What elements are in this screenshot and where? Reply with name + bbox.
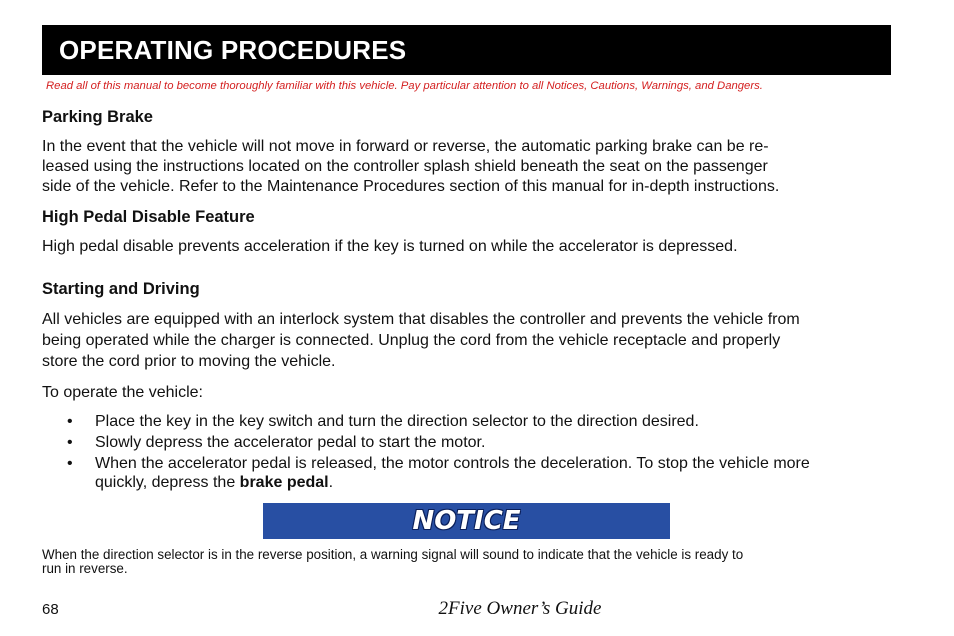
section-header-bar [42, 25, 891, 75]
notice-banner [263, 503, 670, 539]
list-item-text: Place the key in the key switch and turn the direction selector to the direction desired. [95, 413, 699, 430]
high-pedal-paragraph [42, 237, 887, 257]
brake-pedal-emphasis: brake pedal [239, 474, 329, 491]
bullet-icon: • [67, 434, 73, 451]
notice-line: When the direction selector is in the reverse position, a warning signal will sound to indicate that the vehicle is ready to [42, 547, 744, 562]
list-item-text-continued [95, 473, 892, 492]
paragraph-line: side of the vehicle. Refer to the Maintenance Procedures section of this manual for in-depth instructions. [42, 178, 780, 195]
bullet-icon: • [67, 455, 73, 472]
notice-line: run in reverse. [42, 561, 128, 576]
paragraph-line: High pedal disable prevents acceleration if the key is turned on while the accelerator is depressed. [42, 238, 738, 255]
paragraph-line: being operated while the charger is connected. Unplug the cord from the vehicle receptacle and properly [42, 332, 781, 349]
list-item-text: . [328, 474, 334, 491]
paragraph-line: leased using the instructions located on the controller splash shield beneath the seat on the passenger [42, 158, 768, 175]
paragraph-line: store the cord prior to moving the vehicle. [42, 353, 336, 370]
parking-brake-heading: Parking Brake [42, 108, 153, 126]
list-item-text: quickly, depress the [95, 474, 236, 491]
list-item [42, 454, 892, 492]
notice-label: NOTICE [412, 506, 521, 536]
page-number: 68 [42, 601, 59, 618]
list-item-text: When the accelerator pedal is released, the motor controls the deceleration. To stop the vehicle more [95, 455, 810, 472]
list-item [42, 412, 892, 431]
bullet-icon: • [67, 413, 73, 430]
operate-intro: To operate the vehicle: [42, 384, 203, 401]
starting-driving-heading: Starting and Driving [42, 280, 200, 298]
guide-title: 2Five Owner’s Guide [438, 598, 602, 619]
paragraph-line: All vehicles are equipped with an interlock system that disables the controller and prevents the vehicle from [42, 311, 800, 328]
list-item-text: Slowly depress the accelerator pedal to start the motor. [95, 434, 486, 451]
warning-note: Read all of this manual to become thoroughly familiar with this vehicle. Pay particular attention to all Notices, Cautions, Warnings, and Dangers. [46, 80, 763, 92]
operating-steps-list [42, 412, 892, 494]
starting-driving-paragraph [42, 309, 887, 372]
parking-brake-paragraph [42, 137, 887, 197]
high-pedal-heading: High Pedal Disable Feature [42, 208, 255, 226]
page-title: OPERATING PROCEDURES [59, 34, 407, 65]
paragraph-line: In the event that the vehicle will not move in forward or reverse, the automatic parking brake can be re- [42, 138, 769, 155]
notice-text [42, 548, 902, 576]
list-item [42, 433, 892, 452]
